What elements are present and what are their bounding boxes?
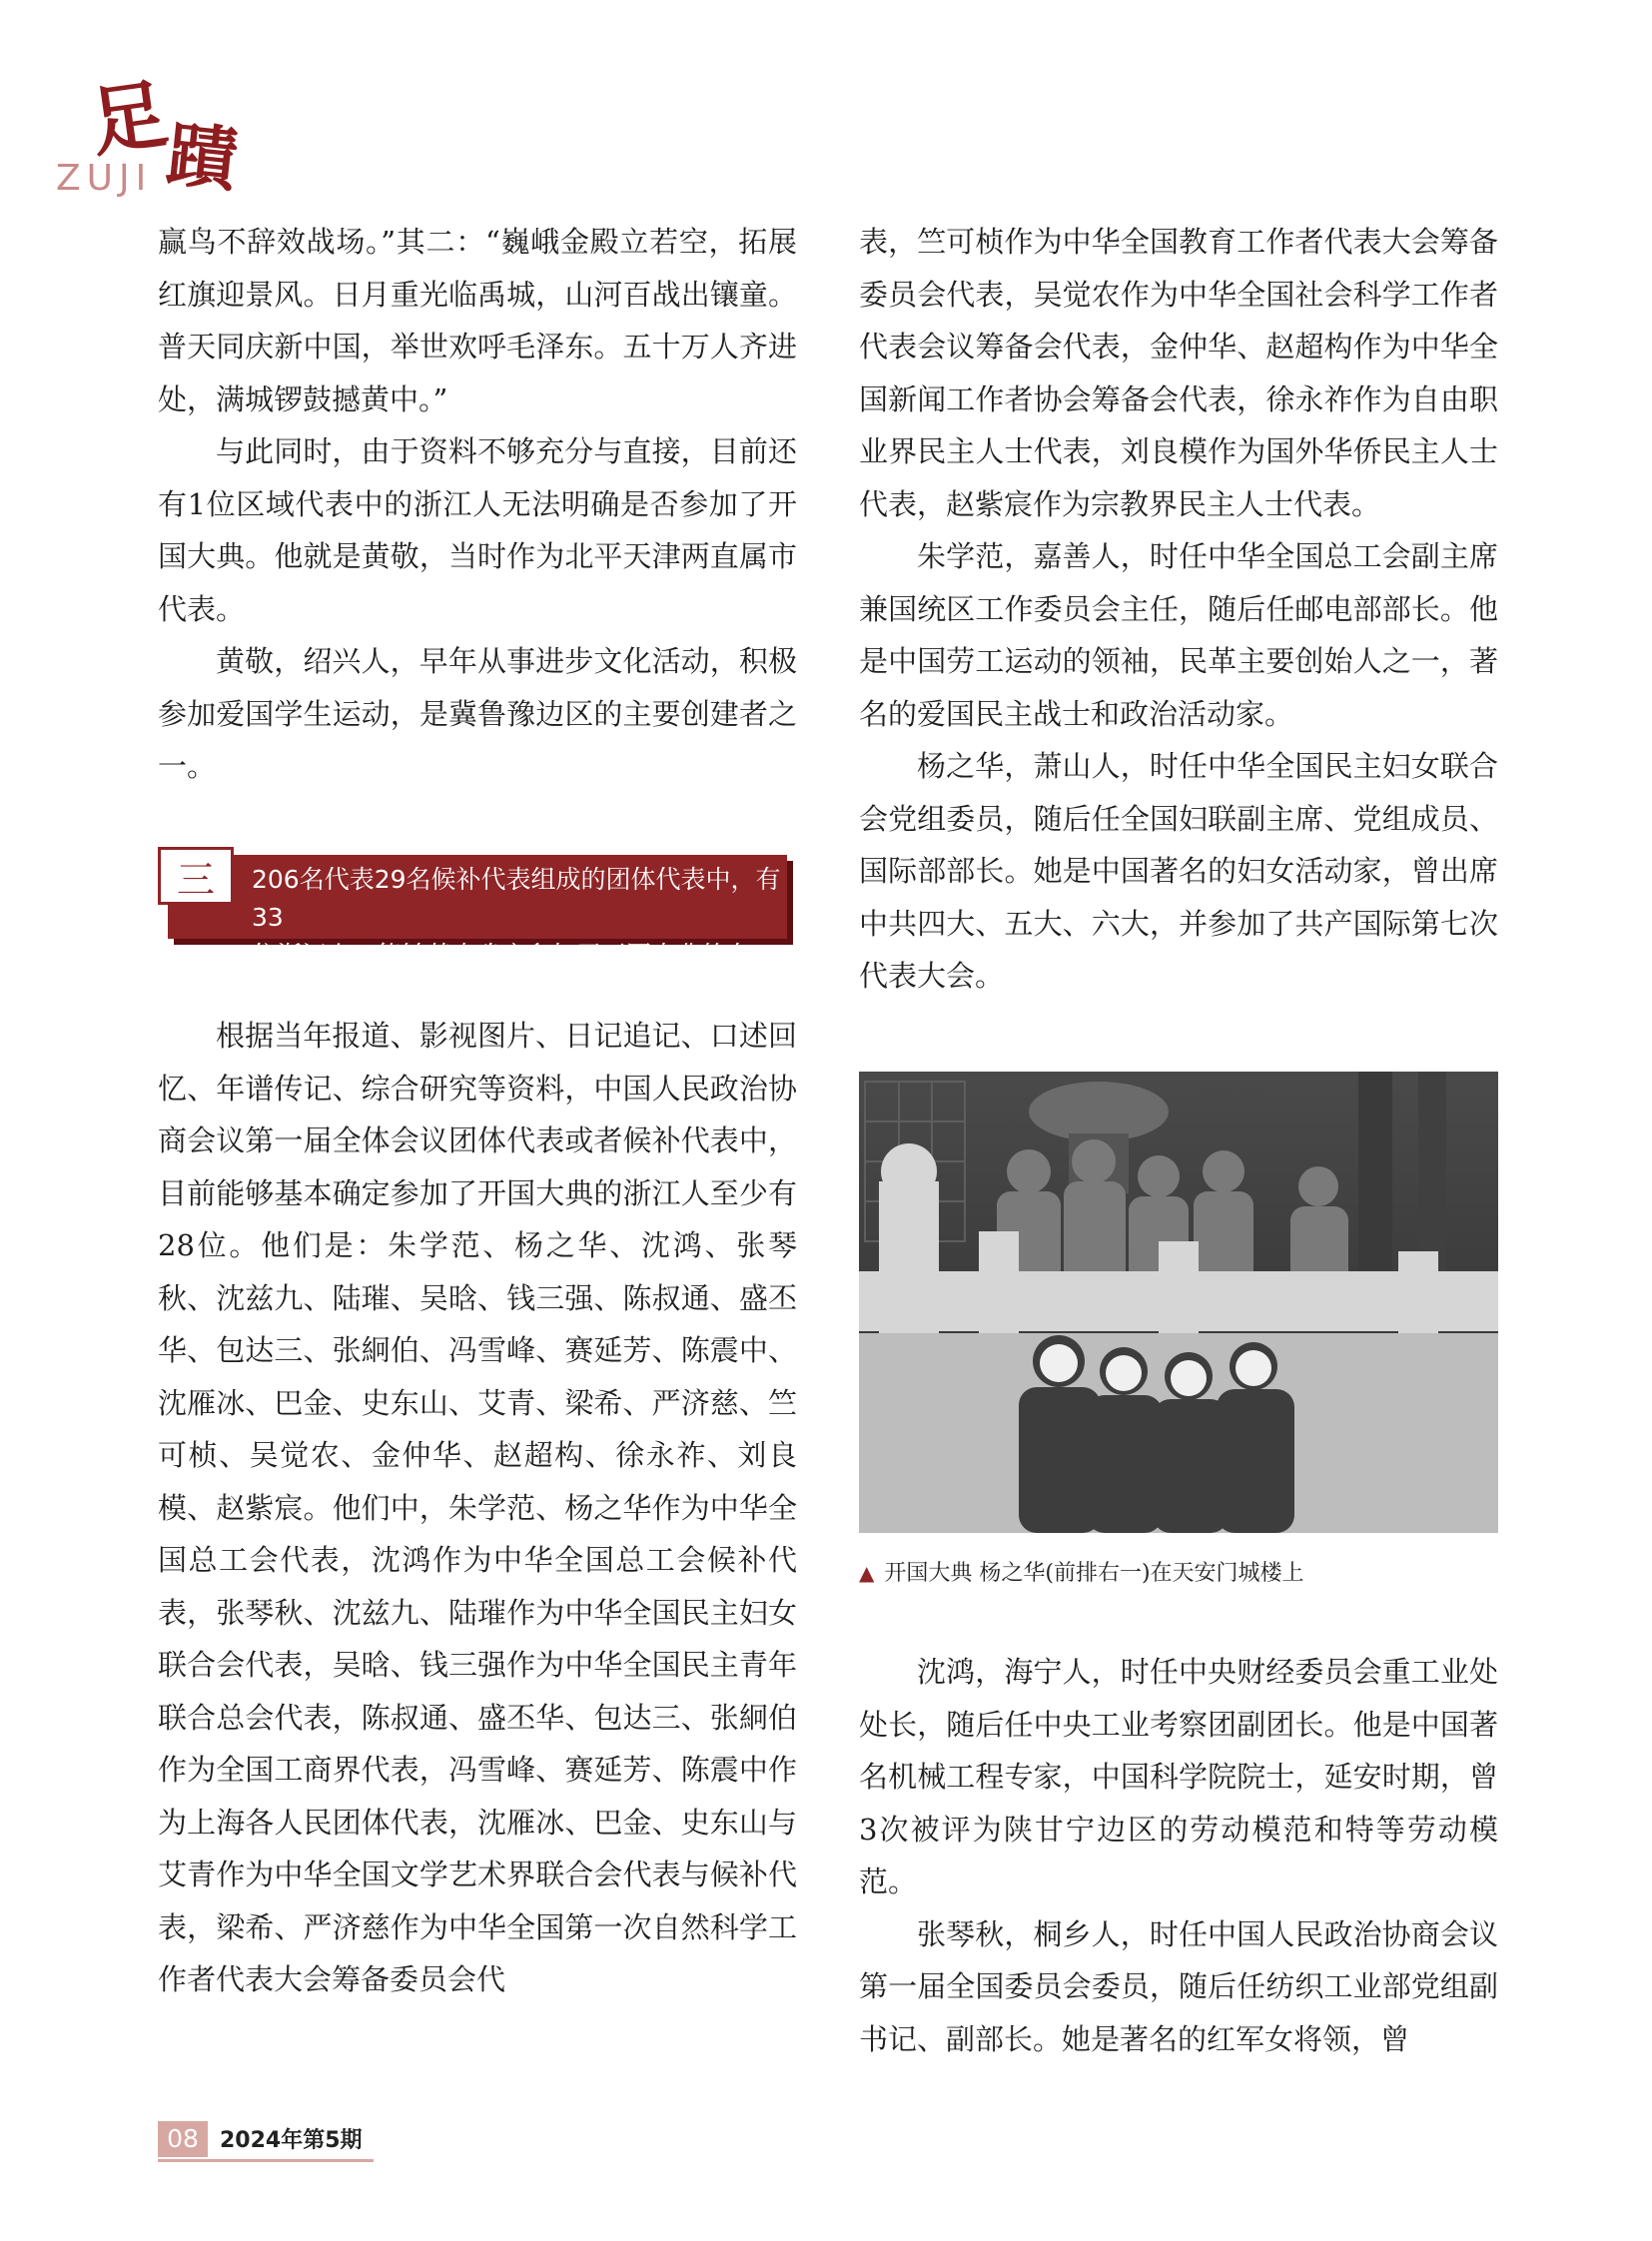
logo-latin: ZUJI	[56, 158, 153, 199]
paragraph: 表，竺可桢作为中华全国教育工作者代表大会筹备委员会代表，吴觉农作为中华全国社会科学工作者代表会议筹备会代表，金仲华、赵超构作为中华全国新闻工作者协会筹备会代表，徐永祚作为自由职业界民主人士代表，刘良模作为国外华侨民主人士代表，赵紫宸作为宗教界民主人士代表。	[859, 225, 1498, 521]
right-column-top	[859, 216, 1498, 1003]
left-column-bottom	[158, 1010, 797, 2006]
triangle-up-icon: ▲	[859, 1561, 875, 1585]
photo-illustration	[859, 1072, 1498, 1533]
section-title	[252, 861, 781, 1013]
magazine-logo	[56, 58, 256, 203]
photo-caption	[859, 1556, 1498, 1587]
section-heading	[158, 847, 797, 1008]
right-column-bottom	[859, 1646, 1498, 2065]
paragraph: 朱学范，嘉善人，时任中华全国总工会副主席兼国统区工作委员会主任，随后任邮电部部长。他是中国劳工运动的领袖，民革主要创始人之一，著名的爱国民主战士和政治活动家。	[859, 539, 1498, 731]
paragraph: 沈鸿，海宁人，时任中央财经委员会重工业处处长，随后任中央工业考察团副团长。他是中国著名机械工程专家，中国科学院院士，延安时期，曾3次被评为陕甘宁边区的劳动模范和特等劳动模范。	[859, 1655, 1498, 1898]
photo-caption-text: 开国大典 杨之华(前排右一)在天安门城楼上	[884, 1561, 1304, 1586]
historical-photo	[859, 1072, 1498, 1533]
logo-char-zu: 足	[85, 69, 173, 168]
issue-label: 2024年第5期	[220, 2128, 363, 2153]
logo-char-ji: 蹟	[163, 112, 242, 203]
section-number: 三	[176, 858, 215, 902]
section-title-line-1: 206名代表29名候补代表组成的团体代表中，有33	[252, 865, 781, 932]
paragraph: 张琴秋，桐乡人，时任中国人民政治协商会议第一届全国委员会委员，随后任纺织工业部党组副书记、副部长。她是著名的红军女将领，曾	[859, 1916, 1498, 2056]
left-column-top	[158, 216, 797, 793]
paragraph: 赢鸟不辞效战场。”其二：“巍峨金殿立若空，拓展红旗迎景风。日月重光临禹城，山河百战出镶童。普天同庆新中国，举世欢呼毛泽东。五十万人齐进处，满城锣鼓撼黄中。”	[158, 225, 797, 416]
paragraph: 与此同时，由于资料不够充分与直接，目前还有1位区域代表中的浙江人无法明确是否参加了开国大典。他就是黄敬，当时作为北平天津两直属市代表。	[158, 434, 797, 626]
paragraph: 根据当年报道、影视图片、日记追记、口述回忆、年谱传记、综合研究等资料，中国人民政治协商会议第一届全体会议团体代表或者候补代表中，目前能够基本确定参加了开国大典的浙江人至少有28位。他们是：朱学范、杨之华、沈鸿、张琴秋、沈兹九、陆璀、吴晗、钱三强、陈叔通、盛丕华、包达三、张絅伯、冯雪峰、赛延芳、陈震中、沈雁冰、巴金、史东山、艾青、梁希、严济慈、竺可桢、吴觉农、金仲华、赵超构、徐永祚、刘良模、赵紫宸。他们中，朱学范、杨之华作为中华全国总工会代表，沈鸿作为中华全国总工会候补代表，张琴秋、沈兹九、陆璀作为中华全国民主妇女联合会代表，吴晗、钱三强作为中华全国民主青年联合总会代表，陈叔通、盛丕华、包达三、张絅伯作为全国工商界代表，冯雪峰、赛延芳、陈震中作为上海各人民团体代表，沈雁冰、巴金、史东山与艾青作为中华全国文学艺术界联合会代表与候补代表，梁希、严济慈作为中华全国第一次自然科学工作者代表大会筹备委员会代	[158, 1019, 797, 1996]
paragraph: 黄敬，绍兴人，早年从事进步文化活动，积极参加爱国学生运动，是冀鲁豫边区的主要创建者之一。	[158, 644, 797, 783]
page-number: 08	[158, 2121, 208, 2157]
paragraph: 杨之华，萧山人，时任中华全国民主妇女联合会党组委员，随后任全国妇联副主席、党组成员、国际部部长。她是中国著名的妇女活动家，曾出席中共四大、五大、六大，并参加了共产国际第七次代表大会。	[859, 749, 1498, 993]
footer-rule	[158, 2159, 374, 2162]
section-title-line-2: 位浙江人，能够基本确定参加了开国大典的有28人	[252, 941, 752, 1008]
